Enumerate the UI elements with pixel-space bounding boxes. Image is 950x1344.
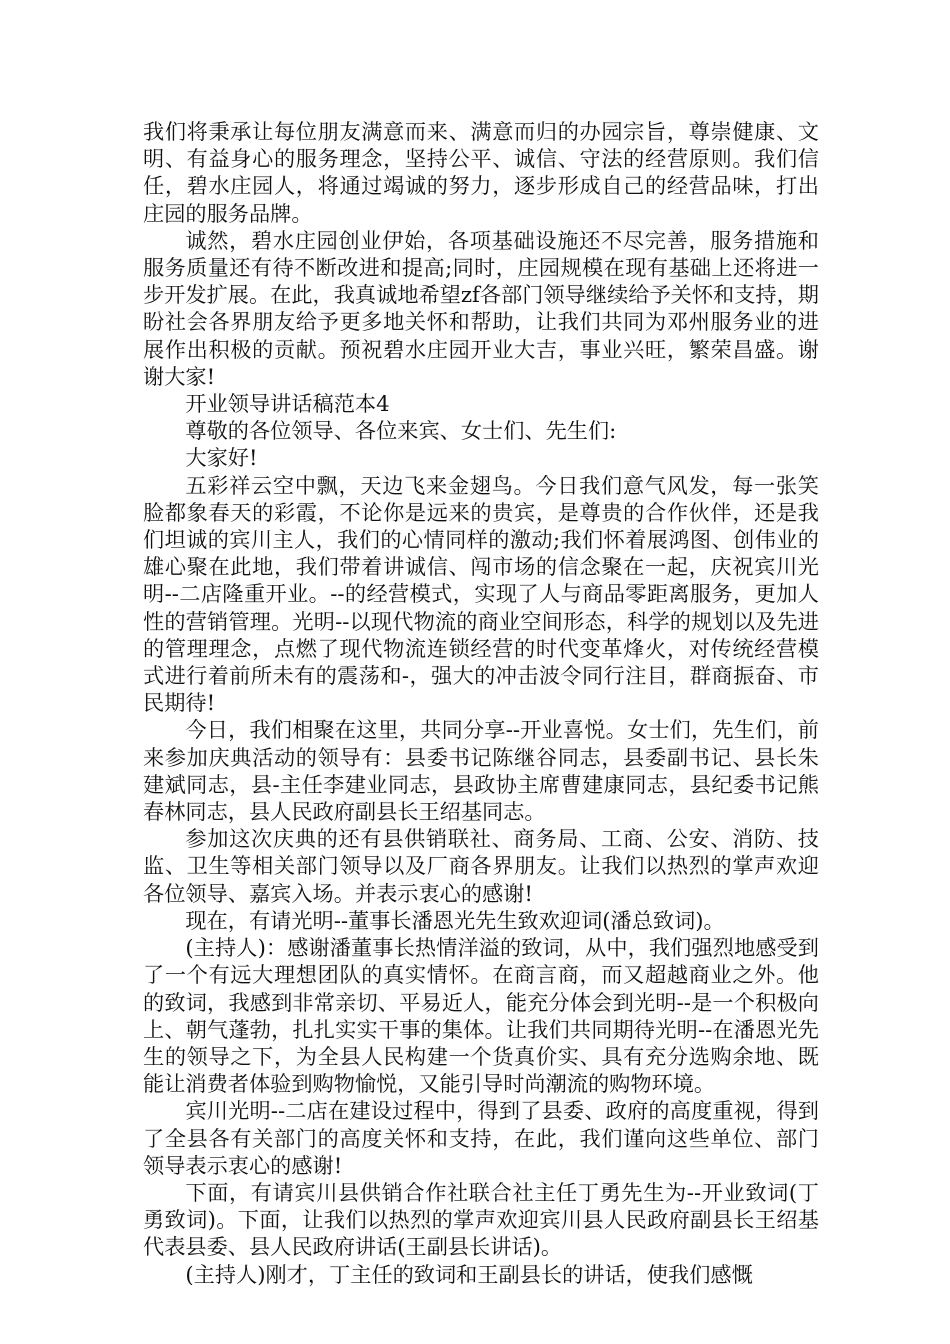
section-heading: 开业领导讲话稿范本4 (185, 391, 390, 417)
paragraph-7: 今日，我们相聚在这里，共同分享--开业喜悦。女士们，先生们，前来参加庆典活动的领导有：县委书记陈继谷同志，县委副书记、县长朱建斌同志，县-主任李建业同志，县政协主席曹建康同志，县纪委书记熊春林同志，县人民政府副县长王绍基同志。 (143, 717, 819, 825)
paragraph-2: 诚然，碧水庄园创业伊始，各项基础设施还不尽完善，服务措施和服务质量还有待不断改进和提高;同时，庄园规模在现有基础上还将进一步开发扩展。在此，我真诚地希望zf各部门领导继续给予关怀和支持，期盼社会各界朋友给予更多地关怀和帮助，让我们共同为邓州服务业的进展作出积极的贡献。预祝碧水庄园开业大吉，事业兴旺，繁荣昌盛。谢谢大家! (143, 227, 819, 389)
paragraph-1: 我们将秉承让每位朋友满意而来、满意而归的办园宗旨，尊崇健康、文明、有益身心的服务理念，坚持公平、诚信、守法的经营原则。我们信任，碧水庄园人，将通过竭诚的努力，逐步形成自己的经营品味，打出庄园的服务品牌。 (143, 119, 819, 226)
paragraph-6: 五彩祥云空中飘，天边飞来金翅鸟。今日我们意气风发，每一张笑脸都象春天的彩霞，不论你是远来的贵宾，是尊贵的合作伙伴，还是我们坦诚的宾川主人，我们的心情同样的激动;我们怀着展鸿图、创伟业的雄心聚在此地，我们带着讲诚信、闯市场的信念聚在一起，庆祝宾川光明--二店隆重开业。--的经营模式，实现了人与商品零距离服务，更加人性的营销管理。光明--以现代物流的商业空间形态，科学的规划以及先进的管理理念，点燃了现代物流连锁经营的时代变革烽火，对传统经营模式进行着前所未有的震荡和-，强大的冲击波令同行注目，群商振奋、市民期待! (143, 472, 819, 716)
paragraph-13: (主持人)刚才，丁主任的致词和王副县长的讲话，使我们感慨 (185, 1261, 753, 1287)
salutation: 尊敬的各位领导、各位来宾、女士们、先生们: (185, 418, 617, 444)
paragraph-11: 宾川光明--二店在建设过程中，得到了县委、政府的高度重视，得到了全县各有关部门的高度关怀和支持，在此，我们谨向这些单位、部门领导表示衷心的感谢! (143, 1098, 819, 1178)
greeting: 大家好! (185, 445, 258, 471)
document-body (143, 118, 819, 1288)
paragraph-9: 现在，有请光明--董事长潘恩光先生致欢迎词(潘总致词)。 (185, 907, 725, 933)
paragraph-12: 下面，有请宾川县供销合作社联合社主任丁勇先生为--开业致词(丁勇致词)。下面，让我们以热烈的掌声欢迎宾川县人民政府副县长王绍基代表县委、县人民政府讲话(王副县长讲话)。 (143, 1179, 819, 1260)
paragraph-8: 参加这次庆典的还有县供销联社、商务局、工商、公安、消防、技监、卫生等相关部门领导以及厂商各界朋友。让我们以热烈的掌声欢迎各位领导、嘉宾入场。并表示衷心的感谢! (143, 826, 819, 906)
paragraph-10: (主持人)：感谢潘董事长热情洋溢的致词，从中，我们强烈地感受到了一个有远大理想团队的真实情怀。在商言商，而又超越商业之外。他的致词，我感到非常亲切、平易近人，能充分体会到光明--是一个积极向上、朝气蓬勃，扎扎实实干事的集体。让我们共同期待光明--在潘恩光先生的领导之下，为全县人民构建一个货真价实、具有充分选购余地、既能让消费者体验到购物愉悦，又能引导时尚潮流的购物环境。 (143, 935, 819, 1097)
